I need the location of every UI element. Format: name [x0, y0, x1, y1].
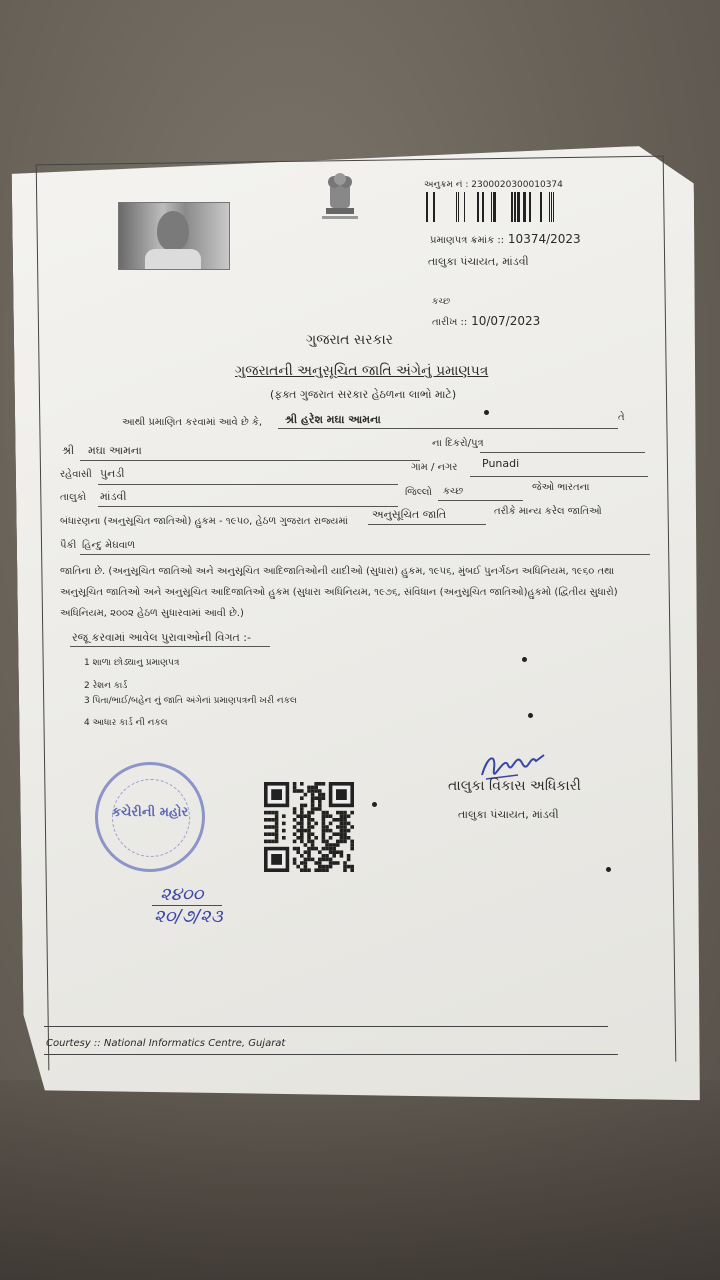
evidence-heading-underline: [70, 646, 270, 647]
footer-line-bottom: [44, 1054, 618, 1055]
ink-dot: [606, 867, 611, 872]
issue-date-value: 10/07/2023: [471, 314, 541, 328]
ink-dot: [522, 657, 527, 662]
ink-dot: [372, 802, 377, 807]
government-title: ગુજરાત સરકાર: [306, 332, 393, 348]
certificate-subheading: (ફક્ત ગુજરાત સરકાર હેઠળના લાભો માટે): [270, 388, 457, 401]
barcode-icon: [426, 192, 556, 222]
office-seal: [95, 762, 205, 872]
district-value: કચ્છ: [443, 486, 464, 497]
issuing-office: તાલુકા પંચાયત, માંડવી: [428, 255, 529, 268]
certificate-number-label: પ્રમાણપત્ર ક્રમાંક ::: [430, 235, 505, 246]
village-label: ગામ / નગર: [411, 462, 458, 473]
caste-underline: [80, 554, 650, 555]
district-code: કચ્છ: [432, 297, 451, 307]
paragraph-line-1: જાતિના છે. (અનુસૂચિત જાતિઓ અને અનુસૂચિત આદિજાતિઓની યાદીઓ (સુધારા) હુકમ, ૧૯૫૬, મુંબઈ પુનર્ગઠન અધિનિયમ, ૧૯૬૦ તથા: [60, 566, 615, 577]
taluka-underline: [98, 506, 398, 507]
village-value: Punadi: [482, 457, 520, 470]
jeo-text: જેઓ ભારતના: [532, 482, 590, 493]
certificate-number-value: 10374/2023: [507, 232, 581, 246]
signatory-office: તાલુકા પંચાયત, માંડવી: [458, 808, 559, 821]
ink-dot: [528, 713, 533, 718]
serial-number: [424, 180, 563, 190]
category-underline: [368, 524, 486, 525]
caste-prefix: પૈકી: [60, 540, 77, 551]
taluka-value: માંડવી: [100, 490, 127, 503]
handwritten-date: ૨૦/૭/૨૩: [154, 906, 223, 927]
evidence-item: 1 શાળા છોડ્યાનુ પ્રમાણપત્ર: [84, 658, 180, 668]
village-native-underline: [98, 484, 398, 485]
evidence-heading: રજૂ કરવામાં આવેલ પુરાવાઓની વિગત :-: [72, 631, 251, 644]
evidence-item: 2 રેશન કાર્ડ: [84, 681, 128, 691]
courtesy-text: Courtesy :: National Informatics Centre, Gujarat: [46, 1038, 286, 1049]
village-underline: [470, 476, 648, 477]
father-prefix: શ્રી: [62, 444, 75, 457]
resident-label: રહેવાસી: [60, 469, 92, 480]
footer-line-top: [44, 1026, 608, 1027]
signatory-title: તાલુકા વિકાસ અધિકારી: [448, 778, 581, 794]
name-underline: [278, 428, 618, 429]
ink-dot: [484, 410, 489, 415]
relation-text: ના દિકરો/પુત્ર: [432, 438, 484, 449]
issue-date-label: તારીખ ::: [432, 317, 468, 328]
handwritten-number: ૨૪૦૦: [160, 884, 204, 905]
relation-underline: [480, 452, 645, 453]
certify-text: આથી પ્રમાણિત કરવામાં આવે છે કે,: [122, 417, 263, 428]
paragraph-line-2: અનુસૂચિત જાતિઓ અને અનુસૂચિત આદિજાતિઓ હુકમ (સુધારા અધિનિયમ, ૧૯૭૬, સંવિધાન (અનુસૂચિત જાતિઓ)હુકમો (દ્વિતીય સુધારો): [60, 587, 618, 598]
village-native: પુનડી: [100, 467, 125, 480]
certificate-heading: ગુજરાતની અનુસૂચિત જાતિ અંગેનું પ્રમાણપત્ર: [235, 363, 489, 379]
taluka-label: તાલુકો: [60, 492, 87, 503]
constitution-text: બંધારણના (અનુસૂચિત જાતિઓ) હુકમ - ૧૯૫૦, હેઠળ ગુજરાત રાજ્યમાં: [60, 516, 348, 527]
father-name: મઘા આમના: [88, 444, 142, 457]
applicant-name: શ્રી હરેશ મઘા આમના: [285, 413, 381, 426]
photo-body: [145, 249, 201, 269]
photo-face: [157, 211, 189, 251]
applicant-photo: [118, 202, 230, 270]
serial-value: 2300020300010374: [471, 180, 563, 190]
qr-code-icon: [264, 782, 354, 874]
name-suffix: તે: [618, 412, 625, 423]
category-value: અનુસૂચિત જાતિ: [372, 508, 447, 521]
handwritten-divider: [152, 905, 222, 906]
recognized-text: તરીકે માન્ય કરેલ જાતિઓ: [494, 506, 602, 517]
certificate-number: [430, 232, 581, 246]
evidence-item: 3 પિતા/ભાઈ/બહેન નું જાતિ અંગેનાં પ્રમાણપત્રની ખરી નકલ: [84, 696, 297, 706]
paragraph-line-3: અધિનિયમ, ૨૦૦૨ હેઠળ સુધારવામાં આવી છે.): [60, 608, 244, 619]
caste-value: હિન્દુ મેઘવાળ: [82, 540, 136, 551]
district-label: જિલ્લો: [405, 487, 432, 498]
national-emblem-icon: [312, 170, 368, 226]
seal-text: કચેરીની મહોર: [111, 805, 189, 820]
serial-label: અનુક્રમ નં :: [424, 180, 469, 190]
evidence-item: 4 આધાર કાર્ડ ની નકલ: [84, 718, 168, 728]
issue-date: [432, 314, 540, 328]
father-underline: [80, 460, 420, 461]
district-underline: [438, 500, 523, 501]
